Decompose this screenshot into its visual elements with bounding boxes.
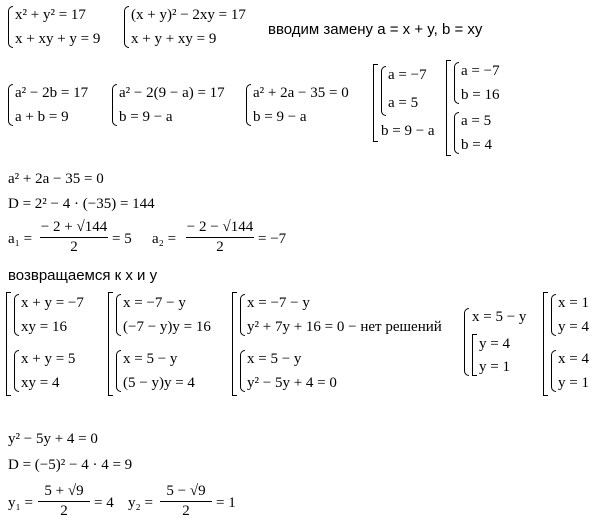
- xy-system4-line3: y = 1: [479, 359, 510, 375]
- xy-system3-brace-bottom: [240, 350, 245, 392]
- system1-line1: x² + y² = 17: [15, 7, 86, 23]
- y1-denominator: 2: [60, 503, 68, 519]
- y2-result: = 1: [216, 495, 236, 511]
- ab-system5-brace-bottom: [454, 112, 459, 154]
- xy-system2-brace-top: [116, 294, 121, 336]
- a2-label: a₂ =: [152, 231, 177, 247]
- xy-system4-line1: x = 5 − y: [472, 309, 527, 325]
- return-text: возвращаемся к x и y: [8, 267, 158, 284]
- ab-system4-line1: a = −7: [388, 67, 427, 83]
- ab-system5-line4: b = 4: [461, 137, 492, 153]
- y1-label: y₁ =: [8, 495, 33, 511]
- y1-fraction: [38, 484, 90, 519]
- ab-system2-line2: b = 9 − a: [119, 109, 173, 125]
- xy-system4-line2: y = 4: [479, 336, 510, 352]
- ab-system2-line1: a² − 2(9 − a) = 17: [119, 85, 225, 101]
- ab-system5-line3: a = 5: [461, 113, 492, 129]
- a2-denominator: 2: [216, 239, 224, 255]
- a2-fraction-bar: [186, 237, 254, 238]
- ab-system1-line2: a + b = 9: [15, 109, 69, 125]
- xy-system2-bracket: [108, 292, 113, 396]
- system1-brace: [8, 6, 13, 48]
- a1-denominator: 2: [70, 239, 78, 255]
- y1-result: = 4: [94, 495, 114, 511]
- xy-system2-line1: x = −7 − y: [123, 295, 186, 311]
- a1-label: a₁ =: [8, 231, 33, 247]
- a2-result: = −7: [258, 231, 287, 247]
- xy-system5-line3: x = 4: [558, 351, 589, 367]
- xy-system5-bracket: [543, 292, 548, 396]
- xy-system3-line2: y² + 7y + 16 = 0 − нет решений: [247, 319, 442, 335]
- ab-system4-bracket: [373, 64, 378, 142]
- ab-system2-brace: [112, 84, 117, 126]
- xy-system3-bracket: [232, 292, 237, 396]
- a1-fraction-bar: [40, 237, 108, 238]
- xy-system3-line1: x = −7 − y: [247, 295, 310, 311]
- system2-line2: x + y + xy = 9: [131, 31, 217, 47]
- system1-line2: x + xy + y = 9: [15, 31, 101, 47]
- ab-system3-line2: b = 9 − a: [253, 109, 307, 125]
- xy-system5-brace-bottom: [551, 350, 556, 392]
- ab-system1-line1: a² − 2b = 17: [15, 85, 89, 101]
- xy-system3-line3: x = 5 − y: [247, 351, 302, 367]
- xy-system2-brace-bottom: [116, 350, 121, 392]
- xy-system1-brace-bottom: [14, 350, 19, 392]
- ab-system5-brace-top: [454, 62, 459, 104]
- y2-fraction-bar: [160, 501, 212, 502]
- quad-a-discriminant: D = 2² − 4 · (−35) = 144: [8, 196, 155, 212]
- a1-fraction: [40, 220, 108, 255]
- y1-numerator: 5 + √9: [44, 483, 84, 499]
- xy-system1-line3: x + y = 5: [21, 351, 76, 367]
- quad-a-equation: a² + 2a − 35 = 0: [8, 171, 104, 187]
- system2-line1: (x + y)² − 2xy = 17: [131, 7, 246, 23]
- y2-label: y₂ =: [128, 495, 153, 511]
- y2-fraction: [160, 484, 212, 519]
- a1-result: = 5: [112, 231, 132, 247]
- y2-denominator: 2: [182, 503, 190, 519]
- xy-system5-line4: y = 1: [558, 375, 589, 391]
- quad-y-discriminant: D = (−5)² − 4 · 4 = 9: [8, 457, 133, 473]
- xy-system2-line4: (5 − y)y = 4: [123, 375, 195, 391]
- xy-system1-brace-top: [14, 294, 19, 336]
- y2-numerator: 5 − √9: [166, 483, 206, 499]
- ab-system3-brace: [246, 84, 251, 126]
- ab-system1-brace: [8, 84, 13, 126]
- a1-numerator: − 2 + √144: [40, 219, 108, 235]
- ab-system3-line1: a² + 2a − 35 = 0: [253, 85, 349, 101]
- xy-system4-bracket: [472, 334, 477, 376]
- xy-system2-line3: x = 5 − y: [123, 351, 178, 367]
- ab-system4-brace: [381, 66, 386, 116]
- xy-system3-line4: y² − 5y + 4 = 0: [247, 375, 337, 391]
- ab-system5-line1: a = −7: [461, 63, 500, 79]
- xy-system4-brace: [464, 308, 469, 376]
- ab-system5-bracket: [446, 60, 451, 156]
- ab-system4-line3: b = 9 − a: [381, 123, 435, 139]
- xy-system5-line1: x = 1: [558, 295, 589, 311]
- system2-brace: [124, 6, 129, 48]
- xy-system1-line4: xy = 4: [21, 375, 60, 391]
- ab-system5-line2: b = 16: [461, 87, 500, 103]
- a2-numerator: − 2 − √144: [186, 219, 254, 235]
- ab-system4-line2: a = 5: [388, 95, 419, 111]
- a2-fraction: [186, 220, 254, 255]
- xy-system3-brace-top: [240, 294, 245, 336]
- xy-system1-line1: x + y = −7: [21, 295, 84, 311]
- substitution-text: вводим замену a = x + y, b = xy: [268, 21, 483, 38]
- y1-fraction-bar: [38, 501, 90, 502]
- xy-system5-line2: y = 4: [558, 319, 589, 335]
- xy-system5-brace-top: [551, 294, 556, 336]
- xy-system1-line2: xy = 16: [21, 319, 67, 335]
- xy-system2-line2: (−7 − y)y = 16: [123, 319, 211, 335]
- xy-system1-bracket: [6, 292, 11, 396]
- quad-y-equation: y² − 5y + 4 = 0: [8, 431, 98, 447]
